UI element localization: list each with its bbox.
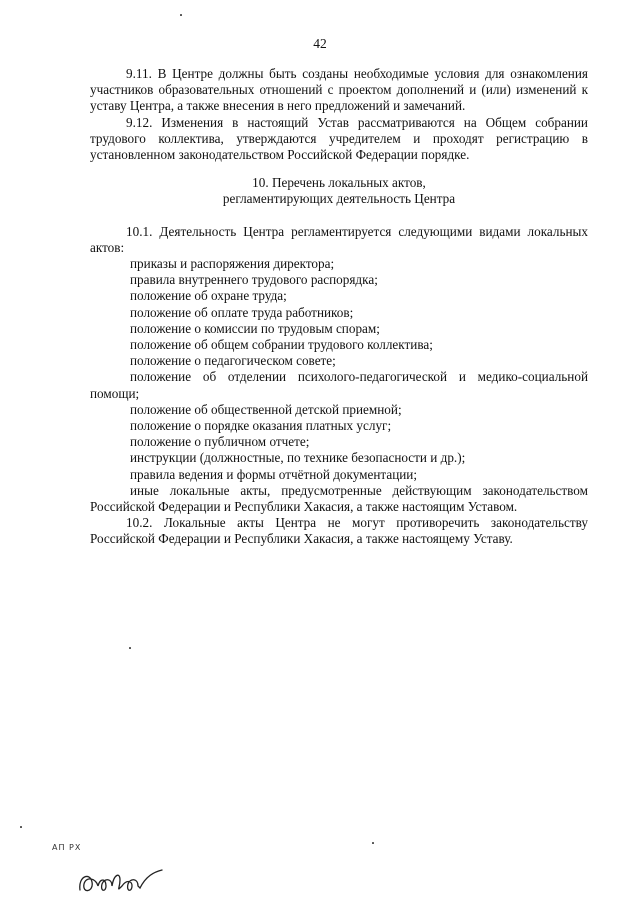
paragraph-9-12: 9.12. Изменения в настоящий Устав рассматриваются на Общем собрании трудового коллектива, утверждаются учредителем и проходят регистрацию в установленном законодательством Российской Федерации порядке. [90,114,588,163]
archive-stamp: АП РХ [52,843,82,852]
list-item: положение об общем собрании трудового коллектива; [130,337,433,353]
list-item: положение об охране труда; [130,288,287,304]
section-heading-line-2: регламентирующих деятельность Центра [222,191,456,207]
page-number: 42 [313,36,327,51]
list-item: положение о комиссии по трудовым спорам; [130,320,380,336]
list-item: иные локальные акты, предусмотренные действующим законодательством Российской Федерации и Республики Хакасия, а также настоящим Уставом. [90,482,588,515]
scan-speck [180,14,182,16]
handwritten-signature [76,866,168,898]
list-item: положение о публичном отчете; [130,434,310,450]
paragraph-9-11: 9.11. В Центре должны быть созданы необходимые условия для ознакомления участников образовательных отношений с проектом дополнений и (или) изменений к уставу Центра, а также внесения в него предложений и замечаний. [90,66,588,114]
list-item: инструкции (должностные, по технике безопасности и др.); [130,450,466,466]
list-item: положение об отделении психолого-педагогической и медико-социальной помощи; [90,369,588,401]
list-item: положение о педагогическом совете; [130,353,336,369]
scan-speck [129,647,131,649]
list-item: приказы и распоряжения директора; [130,256,335,272]
list-item: положение об оплате труда работников; [130,304,354,320]
list-item: положение об общественной детской приемной; [130,401,402,417]
section-heading [90,175,588,207]
list-item: правила ведения и формы отчётной документации; [130,466,418,482]
section-heading-line-1: 10. Перечень локальных актов, [252,175,426,191]
document-body [90,66,588,548]
paragraph-10-1: 10.1. Деятельность Центра регламентируется следующими видами локальных актов: [90,223,588,255]
scan-speck [20,826,22,828]
list-item: правила внутреннего трудового распорядка; [130,272,378,288]
paragraph-10-2: 10.2. Локальные акты Центра не могут противоречить законодательству Российской Федерации и Республики Хакасия, а также настоящему Уставу. [90,515,588,547]
list-item: положение о порядке оказания платных услуг; [130,418,392,434]
scan-speck [372,842,374,844]
